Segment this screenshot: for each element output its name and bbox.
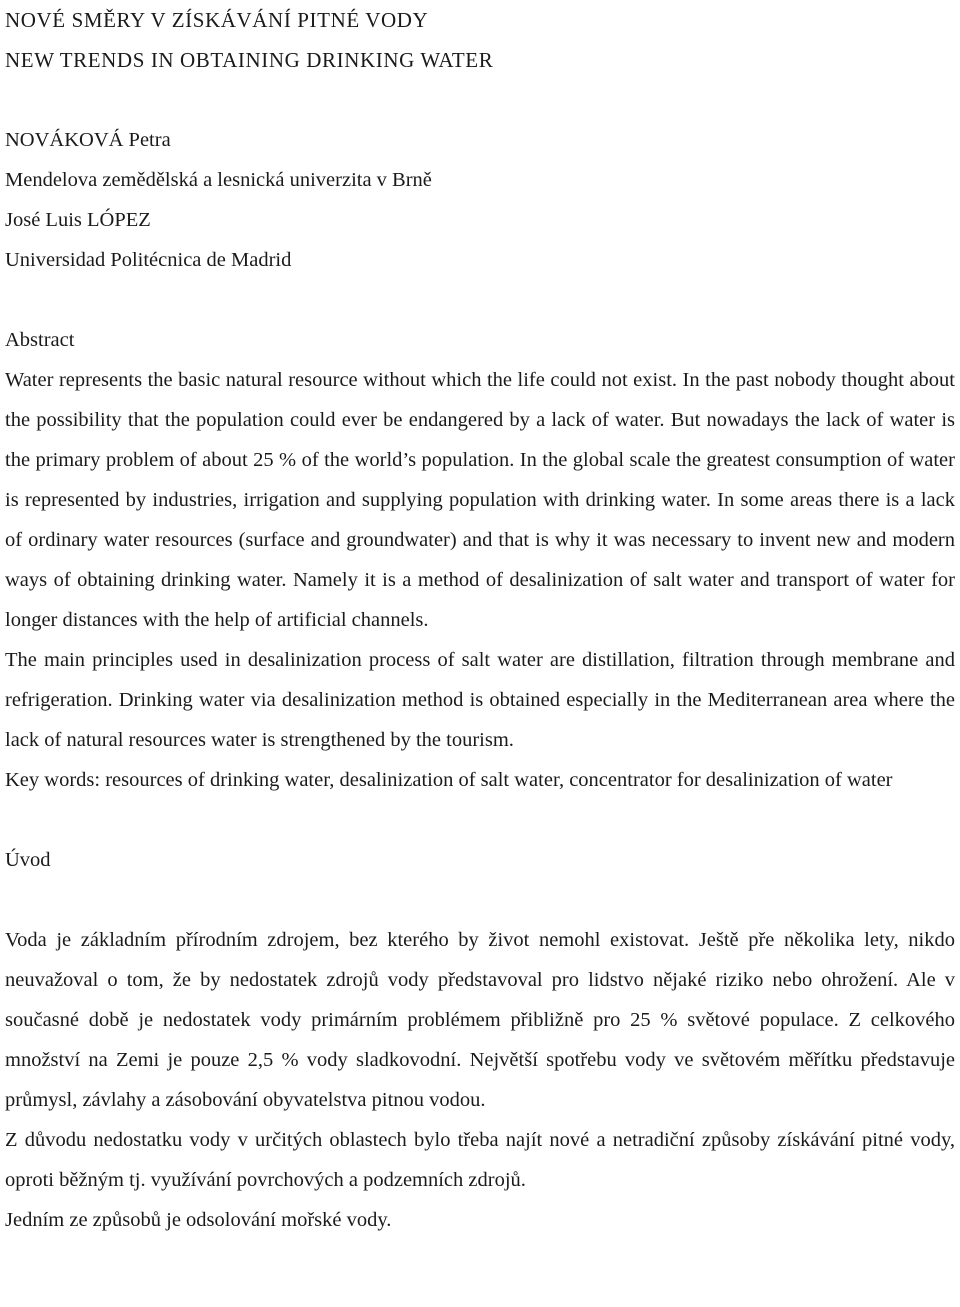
author-affiliation: Universidad Politécnica de Madrid bbox=[5, 249, 292, 271]
author-name: José Luis LÓPEZ bbox=[5, 209, 151, 231]
abstract-paragraph: Water represents the basic natural resource without which the life could not exist. In the past nobody thought about the possibility that the population could ever be endangered by a lack of water. But nowadays the lack of water is the primary problem of about 25 % of the world’s population. In the global scale the greatest consumption of water is represented by industries, irrigation and supplying population with drinking water. In some areas there is a lack of ordinary water resources (surface and groundwater) and that is why it was necessary to invent new and modern ways of obtaining drinking water. Namely it is a method of desalinization of salt water and transport of water for longer distances with the help of artificial channels. bbox=[5, 369, 955, 631]
spacer bbox=[5, 280, 955, 320]
title-english: NEW TRENDS IN OBTAINING DRINKING WATER bbox=[5, 48, 494, 72]
author-affiliation: Mendelova zemědělská a lesnická univerzita v Brně bbox=[5, 169, 432, 191]
spacer bbox=[5, 880, 955, 920]
intro-paragraph: Voda je základním přírodním zdrojem, bez kterého by život nemohl existovat. Ještě pře několika lety, nikdo neuvažoval o tom, že by nedostatek zdrojů vody představoval pro lidstvo nějaké riziko nebo ohrožení. Ale v současné době je nedostatek vody primárním problémem přibližně pro 25 % světové populace. Z celkového množství na Zemi je pouze 2,5 % vody sladkovodní. Největší spotřebu vody ve světovém měřítku představuje průmysl, závlahy a zásobování obyvatelstva pitnou vodou. bbox=[5, 929, 955, 1111]
abstract-heading: Abstract bbox=[5, 329, 75, 351]
author-name: NOVÁKOVÁ Petra bbox=[5, 129, 171, 151]
intro-heading: Úvod bbox=[5, 849, 51, 871]
abstract-paragraph: The main principles used in desalinization process of salt water are distillation, filtration through membrane and refrigeration. Drinking water via desalinization method is obtained especially in the Mediterranean area where the lack of natural resources water is strengthened by the tourism. bbox=[5, 649, 955, 751]
intro-paragraph: Jedním ze způsobů je odsolování mořské vody. bbox=[5, 1209, 392, 1231]
spacer bbox=[5, 800, 955, 840]
spacer bbox=[5, 80, 955, 120]
title-czech: NOVÉ SMĚRY V ZÍSKÁVÁNÍ PITNÉ VODY bbox=[5, 8, 429, 32]
document-page bbox=[5, 0, 955, 1240]
intro-paragraph: Z důvodu nedostatku vody v určitých oblastech bylo třeba najít nové a netradiční způsoby získávání pitné vody, oproti běžným tj. využívání povrchových a podzemních zdrojů. bbox=[5, 1129, 955, 1191]
keywords: Key words: resources of drinking water, desalinization of salt water, concentrator for desalinization of water bbox=[5, 769, 893, 791]
